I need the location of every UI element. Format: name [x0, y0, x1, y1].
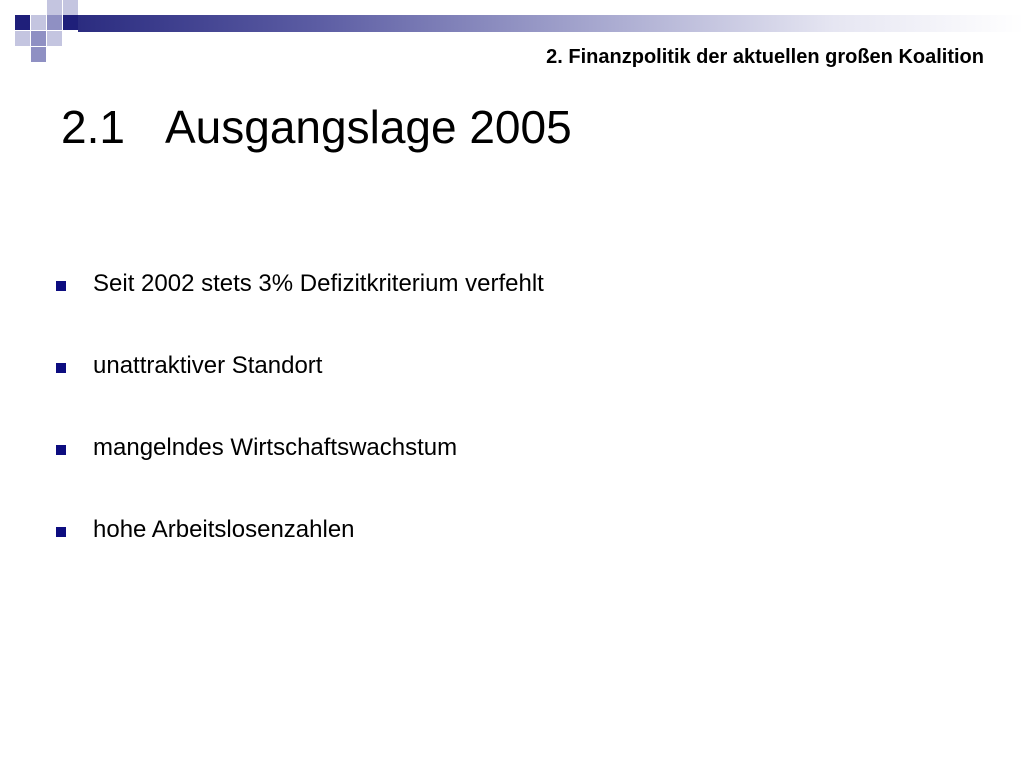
square-bullet-icon [56, 281, 66, 291]
decor-square [31, 31, 46, 46]
bullet-text: hohe Arbeitslosenzahlen [93, 516, 355, 543]
square-bullet-icon [56, 445, 66, 455]
bullet-text: Seit 2002 stets 3% Defizitkriterium verfehlt [93, 270, 544, 297]
bullet-text: mangelndes Wirtschaftswachstum [93, 434, 458, 461]
page-title [61, 100, 572, 154]
decor-square [15, 31, 30, 46]
decor-square [31, 47, 46, 62]
decor-square [47, 0, 62, 15]
decor-square [63, 15, 78, 30]
section-label: 2. Finanzpolitik der aktuellen großen Koalition [546, 46, 984, 68]
title-text: Ausgangslage 2005 [165, 101, 572, 153]
bullet-text: unattraktiver Standort [93, 352, 323, 379]
header-gradient-band [78, 15, 1024, 32]
decor-square [15, 15, 30, 30]
decor-square [47, 15, 62, 30]
square-bullet-icon [56, 363, 66, 373]
square-bullet-icon [56, 527, 66, 537]
decor-square [31, 15, 46, 30]
decor-square [47, 31, 62, 46]
title-number: 2.1 [61, 101, 125, 153]
decor-square [63, 0, 78, 15]
